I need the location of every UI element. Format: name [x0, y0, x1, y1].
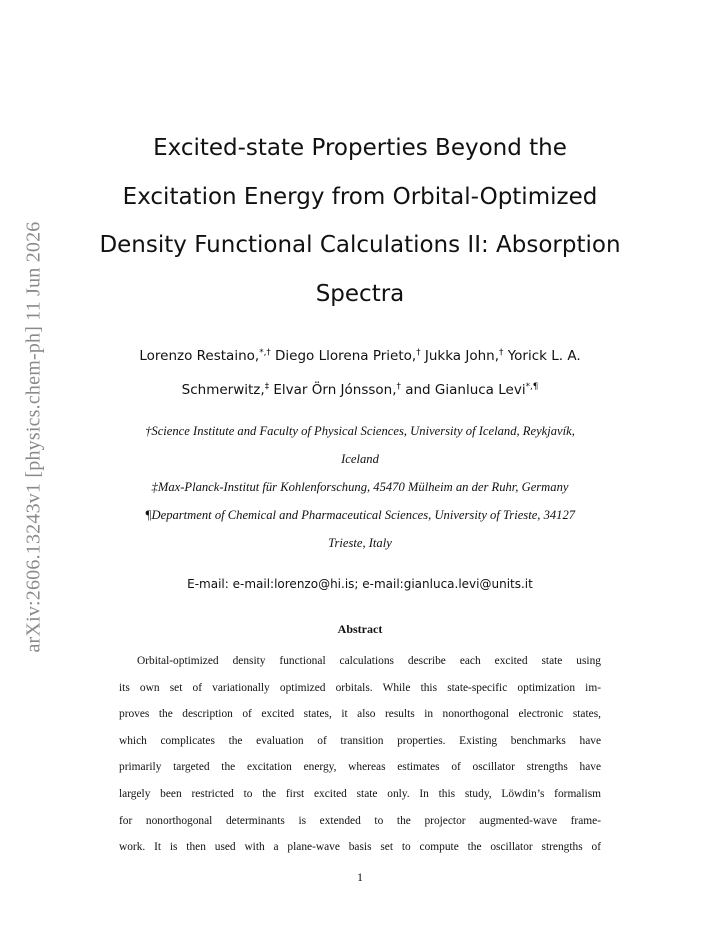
affiliation-mark: *,¶	[525, 381, 539, 392]
affiliation-line: †Science Institute and Faculty of Physical Sciences, University of Iceland, Reykjavík,	[145, 424, 575, 438]
paper-title	[70, 124, 650, 318]
affiliation-line: ‡Max-Planck-Institut für Kohlenforschung, 45470 Mülheim an der Ruhr, Germany	[151, 480, 569, 494]
affiliation-line: Trieste, Italy	[328, 536, 392, 550]
abstract-line: primarily targeted the excitation energy, whereas estimates of oscillator strengths have	[119, 761, 601, 774]
author-line	[90, 373, 630, 407]
abstract-line: its own set of variationally optimized orbitals. While this state-specific optimization im-	[119, 681, 601, 694]
author-list	[90, 339, 630, 407]
abstract-heading: Abstract	[337, 622, 383, 636]
title-line: Spectra	[315, 280, 405, 307]
arxiv-identifier-stamp[interactable]: arXiv:2606.13243v1 [physics.chem-ph] 11 Jun 2026	[22, 221, 45, 653]
abstract-line: which complicates the evaluation of transition properties. Existing benchmarks have	[119, 734, 601, 747]
affiliation-mark: *,†	[259, 347, 271, 358]
author-name: Lorenzo Restaino,	[139, 348, 260, 364]
author-name: Jukka John,	[420, 348, 500, 364]
author-name: Yorick L. A.	[503, 348, 581, 364]
affiliations	[95, 417, 625, 557]
author-name: Elvar Örn Jónsson,	[269, 382, 397, 398]
abstract-line: largely been restricted to the first excited state only. In this study, Löwdin’s formalism	[119, 787, 601, 800]
page-number: 1	[357, 870, 363, 884]
title-line: Excitation Energy from Orbital-Optimized	[122, 183, 598, 210]
contact-email: E-mail: e-mail:lorenzo@hi.is; e-mail:gianluca.levi@units.it	[187, 577, 533, 591]
affiliation-line: Iceland	[341, 452, 379, 466]
affiliation-mark: †	[416, 347, 421, 358]
abstract-line: proves the description of excited states, it also results in nonorthogonal electronic states,	[119, 708, 601, 721]
affiliation-mark: †	[396, 381, 401, 392]
abstract-line: Orbital-optimized density functional calculations describe each excited state using	[137, 655, 601, 667]
author-name: Diego Llorena Prieto,	[270, 348, 417, 364]
title-line: Excited-state Properties Beyond the	[153, 135, 567, 161]
author-name: and Gianluca Levi	[400, 382, 526, 398]
abstract-line: work. It is then used with a plane-wave basis set to compute the oscillator strengths of	[119, 841, 601, 854]
author-line	[90, 339, 630, 373]
affiliation-mark: ‡	[264, 381, 270, 392]
affiliation-line: ¶Department of Chemical and Pharmaceutical Sciences, University of Trieste, 34127	[144, 508, 576, 522]
author-name: Schmerwitz,	[181, 382, 265, 398]
affiliation-mark: †	[499, 347, 504, 358]
abstract-body	[119, 648, 601, 861]
abstract-line: for nonorthogonal determinants is extended to the projector augmented-wave frame-	[119, 814, 601, 827]
title-line: Density Functional Calculations II: Absorption	[99, 232, 621, 258]
